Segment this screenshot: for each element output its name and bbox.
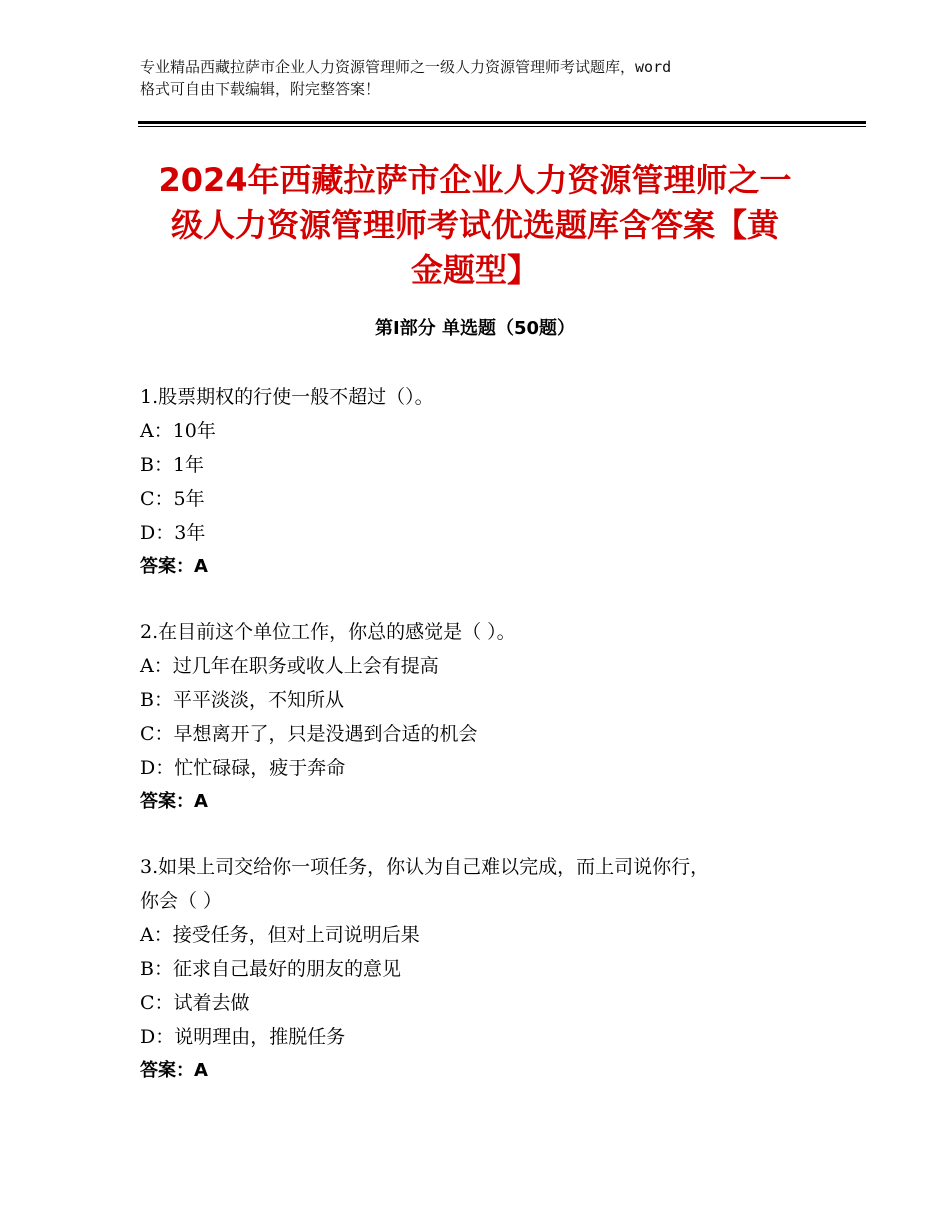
- header-note-line-1: 专业精品西藏拉萨市企业人力资源管理师之一级人力资源管理师考试题库，word: [140, 58, 672, 76]
- title-line-3: 金题型】: [410, 251, 539, 289]
- option-c: C：试着去做: [140, 992, 250, 1014]
- document-title: [130, 158, 820, 293]
- option-d: D：忙忙碌碌，疲于奔命: [140, 757, 346, 779]
- answer: 答案：A: [140, 1060, 208, 1081]
- section-heading: 第Ⅰ部分 单选题（50题）: [374, 318, 575, 339]
- answer: 答案：A: [140, 791, 208, 812]
- answer: 答案：A: [140, 556, 208, 577]
- option-a: A：过几年在职务或收人上会有提高: [140, 655, 439, 677]
- question-list: [140, 380, 840, 1119]
- title-line-2: 级人力资源管理师考试优选题库含答案【黄: [170, 206, 779, 244]
- question-2: [140, 615, 840, 819]
- option-c: C：5年: [140, 488, 205, 510]
- option-c: C：早想离开了，只是没遇到合适的机会: [140, 723, 478, 745]
- option-d: D：3年: [140, 522, 206, 544]
- header-note: [140, 56, 820, 100]
- question-stem: 1.股票期权的行使一般不超过（）。: [140, 386, 434, 408]
- title-line-1: 2024年西藏拉萨市企业人力资源管理师之一: [158, 161, 792, 199]
- option-b: B：1年: [140, 454, 205, 476]
- header-divider-thin: [138, 126, 866, 127]
- option-a: A：接受任务，但对上司说明后果: [140, 924, 420, 946]
- question-3: [140, 850, 840, 1088]
- question-1: [140, 380, 840, 584]
- question-stem: 2.在目前这个单位工作，你总的感觉是（ ）。: [140, 621, 516, 643]
- header-divider-thick: [138, 121, 866, 124]
- question-stem: 3.如果上司交给你一项任务，你认为自己难以完成，而上司说你行，: [140, 856, 710, 878]
- option-d: D：说明理由，推脱任务: [140, 1026, 346, 1048]
- header-note-line-2: 格式可自由下载编辑，附完整答案！: [140, 80, 381, 98]
- option-a: A：10年: [140, 420, 216, 442]
- option-b: B：平平淡淡，不知所从: [140, 689, 344, 711]
- question-stem-continued: 你会（ ）: [140, 890, 223, 912]
- option-b: B：征求自己最好的朋友的意见: [140, 958, 401, 980]
